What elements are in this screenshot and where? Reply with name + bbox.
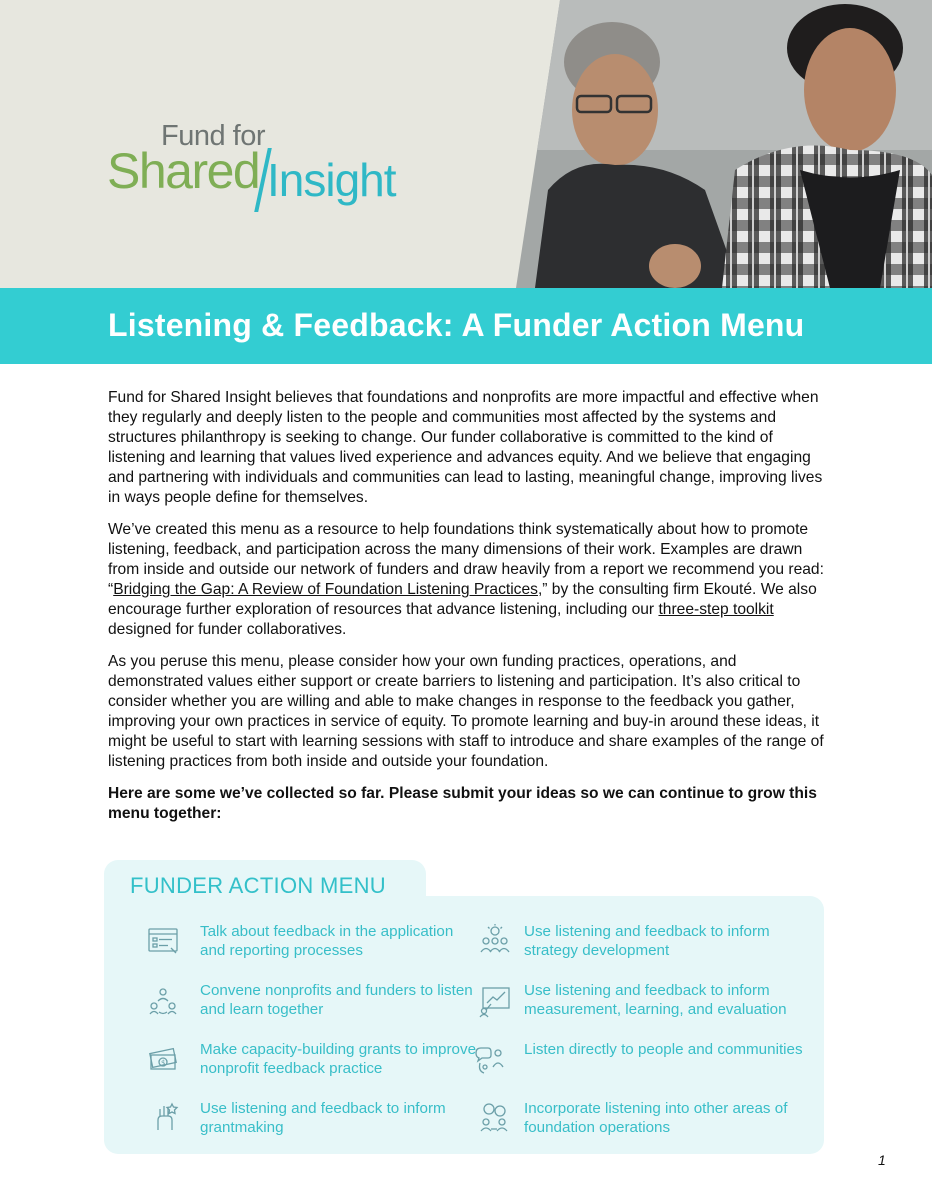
conversation-icon xyxy=(477,1100,511,1134)
menu-item-label: Talk about feedback in the application and reporting processes xyxy=(200,923,454,959)
intro-text xyxy=(108,388,828,836)
menu-item-strategy[interactable] xyxy=(524,922,804,960)
application-form-icon xyxy=(146,924,180,958)
strategy-ideas-icon xyxy=(478,922,512,956)
menu-item-application[interactable] xyxy=(200,922,480,960)
listen-people-icon xyxy=(472,1043,506,1077)
convene-people-icon xyxy=(146,984,180,1018)
title-band xyxy=(0,288,932,364)
menu-item-operations[interactable] xyxy=(524,1099,804,1137)
paragraph-intro: Fund for Shared Insight believes that foundations and nonprofits are more impactful and effective when they regularly and deeply listen to the people and communities most affected by the systems and structures philanthropy is seeking to change. Our funder collaborative is committed to the kind of listening and learning that values lived experience and advances equity. And we believe that engaging and partnering with individuals and communities can lead to lasting, meaningful change, improving lives in ways people define for themselves. xyxy=(108,389,823,506)
header-banner xyxy=(0,0,932,288)
menu-heading: FUNDER ACTION MENU xyxy=(130,873,386,898)
bridging-the-gap-link[interactable]: Bridging the Gap: A Review of Foundation Listening Practices xyxy=(113,581,538,598)
menu-item-listen-directly[interactable] xyxy=(524,1040,804,1059)
paragraph-call-to-action: Here are some we’ve collected so far. Please submit your ideas so we can continue to grow this menu together: xyxy=(108,785,817,822)
paragraph-consider: As you peruse this menu, please consider how your own funding practices, operations, and demonstrated values either support or create barriers to listening and participation. It’s also critical to consider whether you are willing and able to make changes in response to the feedback you gather, improving your own practices in service of equity. To promote learning and buy-in around these ideas, it might be useful to start with learning sessions with staff to introduce and share examples of the range of listening practices from both inside and outside your foundation. xyxy=(108,653,824,770)
menu-item-capacity-grants[interactable] xyxy=(200,1040,480,1078)
menu-item-label: Use listening and feedback to inform strategy development xyxy=(524,923,770,959)
menu-item-grantmaking[interactable] xyxy=(200,1099,480,1137)
hand-grant-icon xyxy=(148,1100,182,1134)
money-grant-icon xyxy=(146,1043,180,1077)
page-number: 1 xyxy=(878,1152,886,1168)
page-title: Listening & Feedback: A Funder Action Menu xyxy=(108,307,805,343)
paragraph-text: designed for funder collaboratives. xyxy=(108,621,347,638)
paragraph-text: We’ve created this menu as a resource to help foundations think systematically about how to promote listening, feedback, and participation across the many dimensions of their work. Examples are drawn from inside and outside our network of funders and draw heavily from a report we recommend you read: “ xyxy=(108,521,824,598)
logo-fund-for: Fund for xyxy=(161,120,265,152)
svg-text:$: $ xyxy=(161,1059,166,1067)
three-step-toolkit-link[interactable]: three-step toolkit xyxy=(658,601,774,618)
logo-shared: Shared xyxy=(107,143,260,199)
menu-item-label: Use listening and feedback to inform measurement, learning, and evaluation xyxy=(524,982,787,1018)
menu-item-label: Use listening and feedback to inform grantmaking xyxy=(200,1100,446,1136)
menu-item-label: Make capacity-building grants to improve nonprofit feedback practice xyxy=(200,1041,477,1077)
menu-item-label: Incorporate listening into other areas of foundation operations xyxy=(524,1100,788,1136)
menu-item-label: Listen directly to people and communities xyxy=(524,1041,803,1058)
menu-item-convene[interactable] xyxy=(200,981,480,1019)
menu-item-measurement[interactable] xyxy=(524,981,804,1019)
fund-for-shared-insight-logo xyxy=(107,120,427,220)
presentation-chart-icon xyxy=(478,984,512,1018)
menu-item-label: Convene nonprofits and funders to listen and learn together xyxy=(200,982,473,1018)
logo-insight: Insight xyxy=(267,154,396,206)
paragraph-menu-purpose xyxy=(108,520,828,640)
paragraph-text: ,” by the consulting firm Ekouté. We also encourage further exploration of resources that advance listening, including our xyxy=(108,581,817,618)
